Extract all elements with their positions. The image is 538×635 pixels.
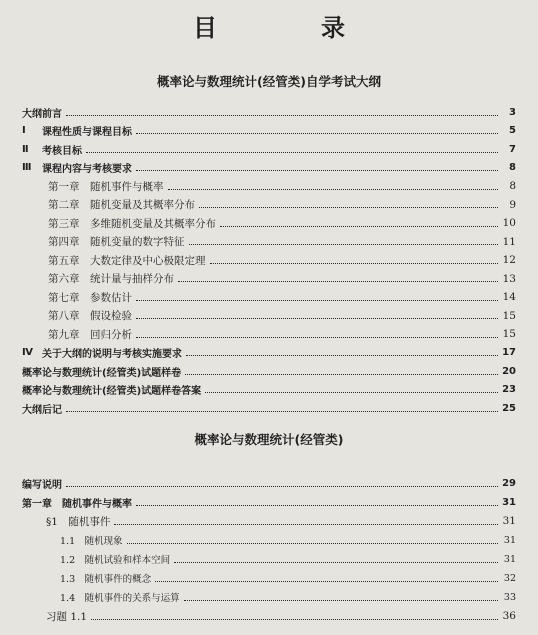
entry-label: 考核目标 [42, 145, 82, 157]
toc-entry[interactable] [22, 474, 516, 492]
toc-entry[interactable] [60, 550, 516, 568]
entry-page: 25 [502, 402, 516, 414]
entry-page: 33 [503, 591, 516, 603]
toc-entry[interactable] [22, 362, 516, 380]
dot-leader [66, 411, 498, 412]
toc-entry[interactable] [22, 493, 516, 511]
entry-number: Ⅱ [22, 143, 29, 155]
toc-entry[interactable] [48, 214, 516, 232]
entry-label: 第二章 随机变量及其概率分布 [48, 199, 195, 211]
dot-leader [136, 133, 498, 134]
dot-leader [136, 170, 498, 171]
toc-entry[interactable] [22, 140, 516, 158]
toc-entry[interactable] [46, 607, 516, 625]
toc-entry[interactable] [48, 325, 516, 343]
entry-label: 1.3 随机事件的概念 [60, 574, 152, 585]
dot-leader [205, 392, 498, 393]
entry-page: 15 [502, 328, 516, 340]
entry-page: 8 [509, 162, 516, 173]
entry-page: 29 [502, 477, 516, 489]
dot-leader [136, 505, 498, 506]
toc-entry[interactable] [48, 270, 516, 288]
toc-entry[interactable] [60, 569, 516, 587]
entry-page: 14 [502, 291, 516, 303]
dot-leader [136, 318, 498, 319]
entry-label: 习题 1.1 [46, 610, 88, 623]
dot-leader [155, 581, 498, 582]
dot-leader [210, 263, 499, 264]
dot-leader [178, 281, 498, 282]
entry-page: 31 [503, 534, 516, 546]
toc-entry[interactable] [22, 381, 516, 399]
entry-number: Ⅳ [22, 347, 33, 358]
entry-page: 32 [503, 572, 516, 584]
entry-page: 12 [502, 254, 516, 266]
dot-leader [86, 152, 498, 153]
dot-leader [184, 600, 498, 601]
dot-leader [136, 300, 498, 301]
toc-entry[interactable] [48, 288, 516, 306]
entry-label: 编写说明 [22, 479, 62, 491]
entry-page: 36 [502, 610, 516, 622]
toc-entry[interactable] [22, 344, 516, 362]
entry-page: 7 [509, 143, 516, 155]
entry-label: 概率论与数理统计(经管类)试题样卷 [22, 367, 182, 379]
entry-label: 第七章 参数估计 [48, 291, 132, 304]
entry-page: 31 [503, 553, 516, 565]
dot-leader [174, 562, 498, 563]
entry-label: 第一章 随机事件与概率 [22, 498, 132, 510]
toc-entry[interactable] [60, 531, 516, 549]
dot-leader [185, 374, 498, 375]
dot-leader [186, 355, 498, 356]
entry-label: 课程内容与考核要求 [42, 164, 132, 175]
entry-label: 1.4 随机事件的关系与运算 [60, 593, 180, 604]
page-title: 目 录 [193, 14, 385, 42]
entry-label: 关于大纲的说明与考核实施要求 [42, 349, 182, 360]
dot-leader [199, 207, 498, 208]
toc-entry[interactable] [46, 512, 516, 530]
toc-entry[interactable] [48, 233, 516, 251]
section-heading-syllabus: 概率论与数理统计(经管类)自学考试大纲 [157, 74, 381, 89]
entry-label: 第八章 假设检验 [48, 310, 132, 322]
entry-label: 1.2 随机试验和样本空间 [60, 555, 171, 566]
dot-leader [136, 337, 498, 338]
dot-leader [66, 486, 498, 487]
entry-page: 10 [502, 217, 516, 229]
toc-entry[interactable] [22, 399, 516, 417]
entry-label: 第九章 回归分析 [48, 328, 132, 341]
entry-page: 11 [502, 235, 516, 248]
entry-page: 9 [509, 198, 516, 211]
entry-page: 17 [502, 347, 516, 358]
entry-page: 31 [502, 496, 516, 508]
entry-label: §1 随机事件 [46, 515, 111, 528]
entry-label: 第五章 大数定律及中心极限定理 [48, 254, 206, 267]
dot-leader [127, 543, 498, 544]
entry-label: 第一章 随机事件与概率 [48, 180, 164, 193]
entry-label: 概率论与数理统计(经管类)试题样卷答案 [22, 386, 202, 397]
section-heading-textbook: 概率论与数理统计(经管类) [194, 432, 344, 447]
toc-entry[interactable] [22, 159, 516, 177]
toc-entry[interactable] [22, 122, 516, 140]
dot-leader [91, 619, 498, 620]
entry-page: 13 [502, 272, 516, 285]
entry-label: 第六章 统计量与抽样分布 [48, 273, 174, 285]
entry-label: 第四章 随机变量的数字特征 [48, 236, 185, 248]
entry-number: Ⅲ [22, 162, 32, 173]
entry-page: 23 [502, 384, 516, 395]
entry-label: 第三章 多维随机变量及其概率分布 [48, 217, 216, 230]
entry-page: 8 [509, 180, 516, 192]
toc-entry[interactable] [48, 251, 516, 269]
dot-leader [220, 226, 498, 227]
dot-leader [66, 115, 498, 116]
dot-leader [168, 189, 499, 190]
entry-label: 大纲前言 [22, 108, 62, 120]
toc-entry[interactable] [22, 103, 516, 121]
entry-page: 20 [502, 365, 516, 377]
entry-page: 15 [502, 309, 516, 322]
dot-leader [189, 244, 499, 245]
entry-page: 3 [509, 106, 516, 118]
entry-label: 课程性质与课程目标 [42, 127, 132, 138]
toc-entry[interactable] [48, 177, 516, 195]
toc-entry[interactable] [48, 307, 516, 325]
entry-page: 31 [502, 515, 516, 527]
dot-leader [114, 524, 498, 525]
entry-number: Ⅰ [22, 125, 26, 136]
entry-label: 大纲后记 [22, 404, 62, 416]
toc-entry[interactable] [48, 196, 516, 214]
toc-entry[interactable] [60, 588, 516, 606]
entry-label: 1.1 随机现象 [60, 536, 123, 547]
entry-page: 5 [509, 125, 516, 136]
